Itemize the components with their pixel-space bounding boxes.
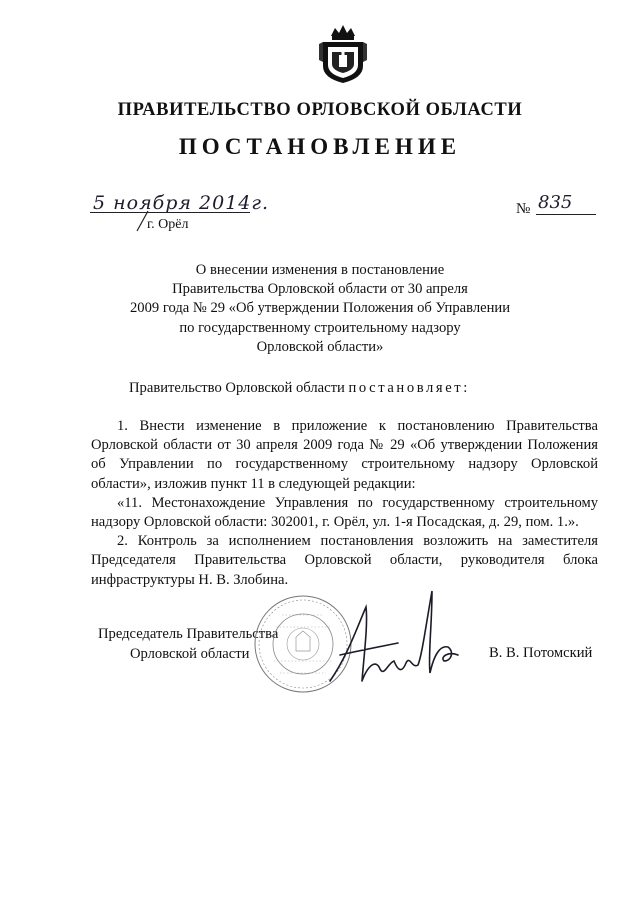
preamble	[129, 380, 470, 397]
item1-line: 1. Внести изменение в приложение к постановлению Правительства	[117, 418, 598, 434]
handwritten-date: 5 ноября 2014г.	[93, 192, 270, 214]
government-title: ПРАВИТЕЛЬСТВО ОРЛОВСКОЙ ОБЛАСТИ	[117, 100, 523, 120]
subject-line: 2009 года № 29 «Об утверждении Положения об Управлении	[129, 300, 511, 317]
item1-line: области», изложив пункт 11 в следующей редакции:	[91, 475, 416, 492]
item2-line: 2. Контроль за исполнением постановления возложить на заместителя	[117, 533, 598, 550]
number-underline	[536, 214, 596, 215]
subject-line: по государственному строительному надзору	[179, 319, 461, 336]
handwritten-number: 835	[538, 192, 573, 213]
handwritten-signature-icon	[318, 585, 468, 695]
signatory-title-line: Председатель Правительства	[98, 626, 279, 642]
signatory-name: В. В. Потомский	[489, 645, 593, 661]
document-type: ПОСТАНОВЛЕНИЕ	[178, 134, 462, 159]
item2-line: инфраструктуры Н. В. Злобина.	[91, 571, 289, 588]
subject-line: Орловской области»	[256, 338, 384, 355]
item2-line: Председателя Правительства Орловской области, руководителя блока	[91, 552, 598, 569]
signatory-title-line: Орловской области	[130, 645, 250, 662]
quote-line: «11. Местонахождение Управления по государственному строительному	[117, 494, 598, 511]
number-label: №	[516, 201, 531, 217]
document-body	[91, 417, 598, 590]
preamble-decree-word: постановляет:	[348, 380, 470, 396]
coat-of-arms-icon	[317, 22, 369, 84]
subject-line: Правительства Орловской области от 30 апреля	[172, 281, 468, 298]
item1-line: Орловской области от 30 апреля 2009 года № 29 «Об утверждении Положения	[91, 437, 598, 454]
document-subject	[100, 261, 540, 357]
subject-line: О внесении изменения в постановление	[195, 262, 445, 278]
date-underline	[90, 212, 250, 213]
preamble-text: Правительство Орловской области	[129, 380, 349, 396]
item1-line: об Управлении по государственному строительному надзору Орловской	[91, 456, 598, 473]
quote-line: надзору Орловской области: 302001, г. Орёл, ул. 1-я Посадская, д. 29, пом. 1.».	[91, 514, 579, 531]
city-label: г. Орёл	[147, 217, 189, 232]
